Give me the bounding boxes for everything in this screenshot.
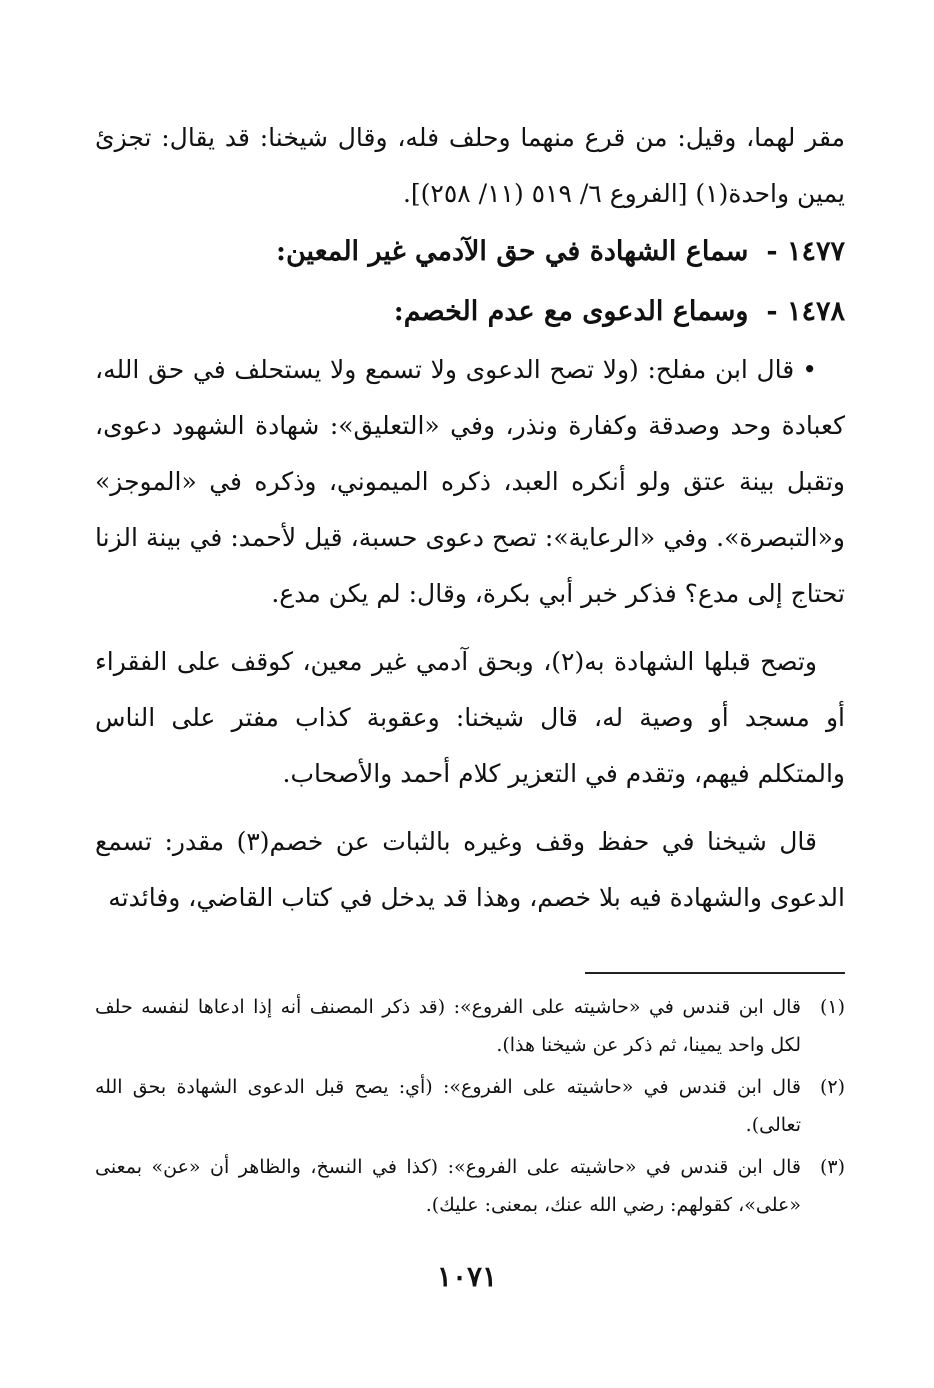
- heading-number: ١٤٧٧ -: [766, 236, 845, 267]
- paragraph-3: وتصح قبلها الشهادة به(٢)، وبحق آدمي غير معين، كوقف على الفقراء أو مسجد أو وصية له، قال شيخنا: وعقوبة كذاب مفتر على الناس والمتكلم فيهم، وتقدم في التعزير كلام أحمد والأصحاب.: [95, 647, 845, 788]
- heading-number: ١٤٧٨ -: [766, 296, 845, 327]
- page-number: ١٠٧١: [436, 1260, 498, 1293]
- section-heading-1478: [95, 282, 845, 342]
- footnote-text: قال ابن قندس في «حاشيته على الفروع»: (كذا في النسخ، والظاهر أن «عن» بمعنى «على»، كقولهم: رضي الله عنك، بمعنى: عليك).: [95, 1156, 801, 1216]
- paragraph-4: قال شيخنا في حفظ وقف وغيره بالثبات عن خصم(٣) مقدر: تسمع الدعوى والشهادة فيه بلا خصم، وهذا قد يدخل في كتاب القاضي، وفائدته: [95, 827, 845, 912]
- footnote-number: (٢): [819, 1076, 845, 1098]
- main-text: [95, 110, 845, 926]
- footnotes: [95, 988, 845, 1228]
- footnote-divider: [585, 972, 845, 974]
- bullet-icon: •: [802, 355, 817, 384]
- footnote-text: قال ابن قندس في «حاشيته على الفروع»: (قد ذكر المصنف أنه إذا ادعاها لنفسه حلف لكل واحد يمينا، ثم ذكر عن شيخنا هذا).: [95, 996, 801, 1056]
- heading-text: سماع الشهادة في حق الآدمي غير المعين:: [276, 236, 749, 267]
- section-heading-1477: [95, 222, 845, 282]
- paragraph-1: مقر لهما، وقيل: من قرع منهما وحلف فله، وقال شيخنا: قد يقال: تجزئ يمين واحدة(١) [الفروع ٦/ ٥١٩ (١١/ ٢٥٨)].: [95, 123, 845, 208]
- footnote-1: [95, 988, 845, 1064]
- paragraph-2-text: قال ابن مفلح: (ولا تصح الدعوى ولا تسمع ولا يستحلف في حق الله، كعبادة وحد وصدقة وكفارة ونذر، وفي «التعليق»: شهادة الشهود دعوى، وتقبل بينة عتق ولو أنكره العبد، ذكره الميموني، وذكره في «الموجز» و«التبصرة». وفي «الرعاية»: تصح دعوى حسبة، قيل لأحمد: في بينة الزنا تحتاج إلى مدع؟ فذكر خبر أبي بكرة، وقال: لم يكن مدع.: [95, 355, 845, 608]
- footnote-number: (٣): [819, 1156, 845, 1178]
- footnote-3: [95, 1148, 845, 1224]
- footnote-text: قال ابن قندس في «حاشيته على الفروع»: (أي: يصح قبل الدعوى الشهادة بحق الله تعالى).: [95, 1076, 801, 1136]
- paragraph-2: [95, 342, 845, 622]
- footnote-2: [95, 1068, 845, 1144]
- footnote-number: (١): [819, 996, 845, 1018]
- heading-text: وسماع الدعوى مع عدم الخصم:: [393, 296, 749, 327]
